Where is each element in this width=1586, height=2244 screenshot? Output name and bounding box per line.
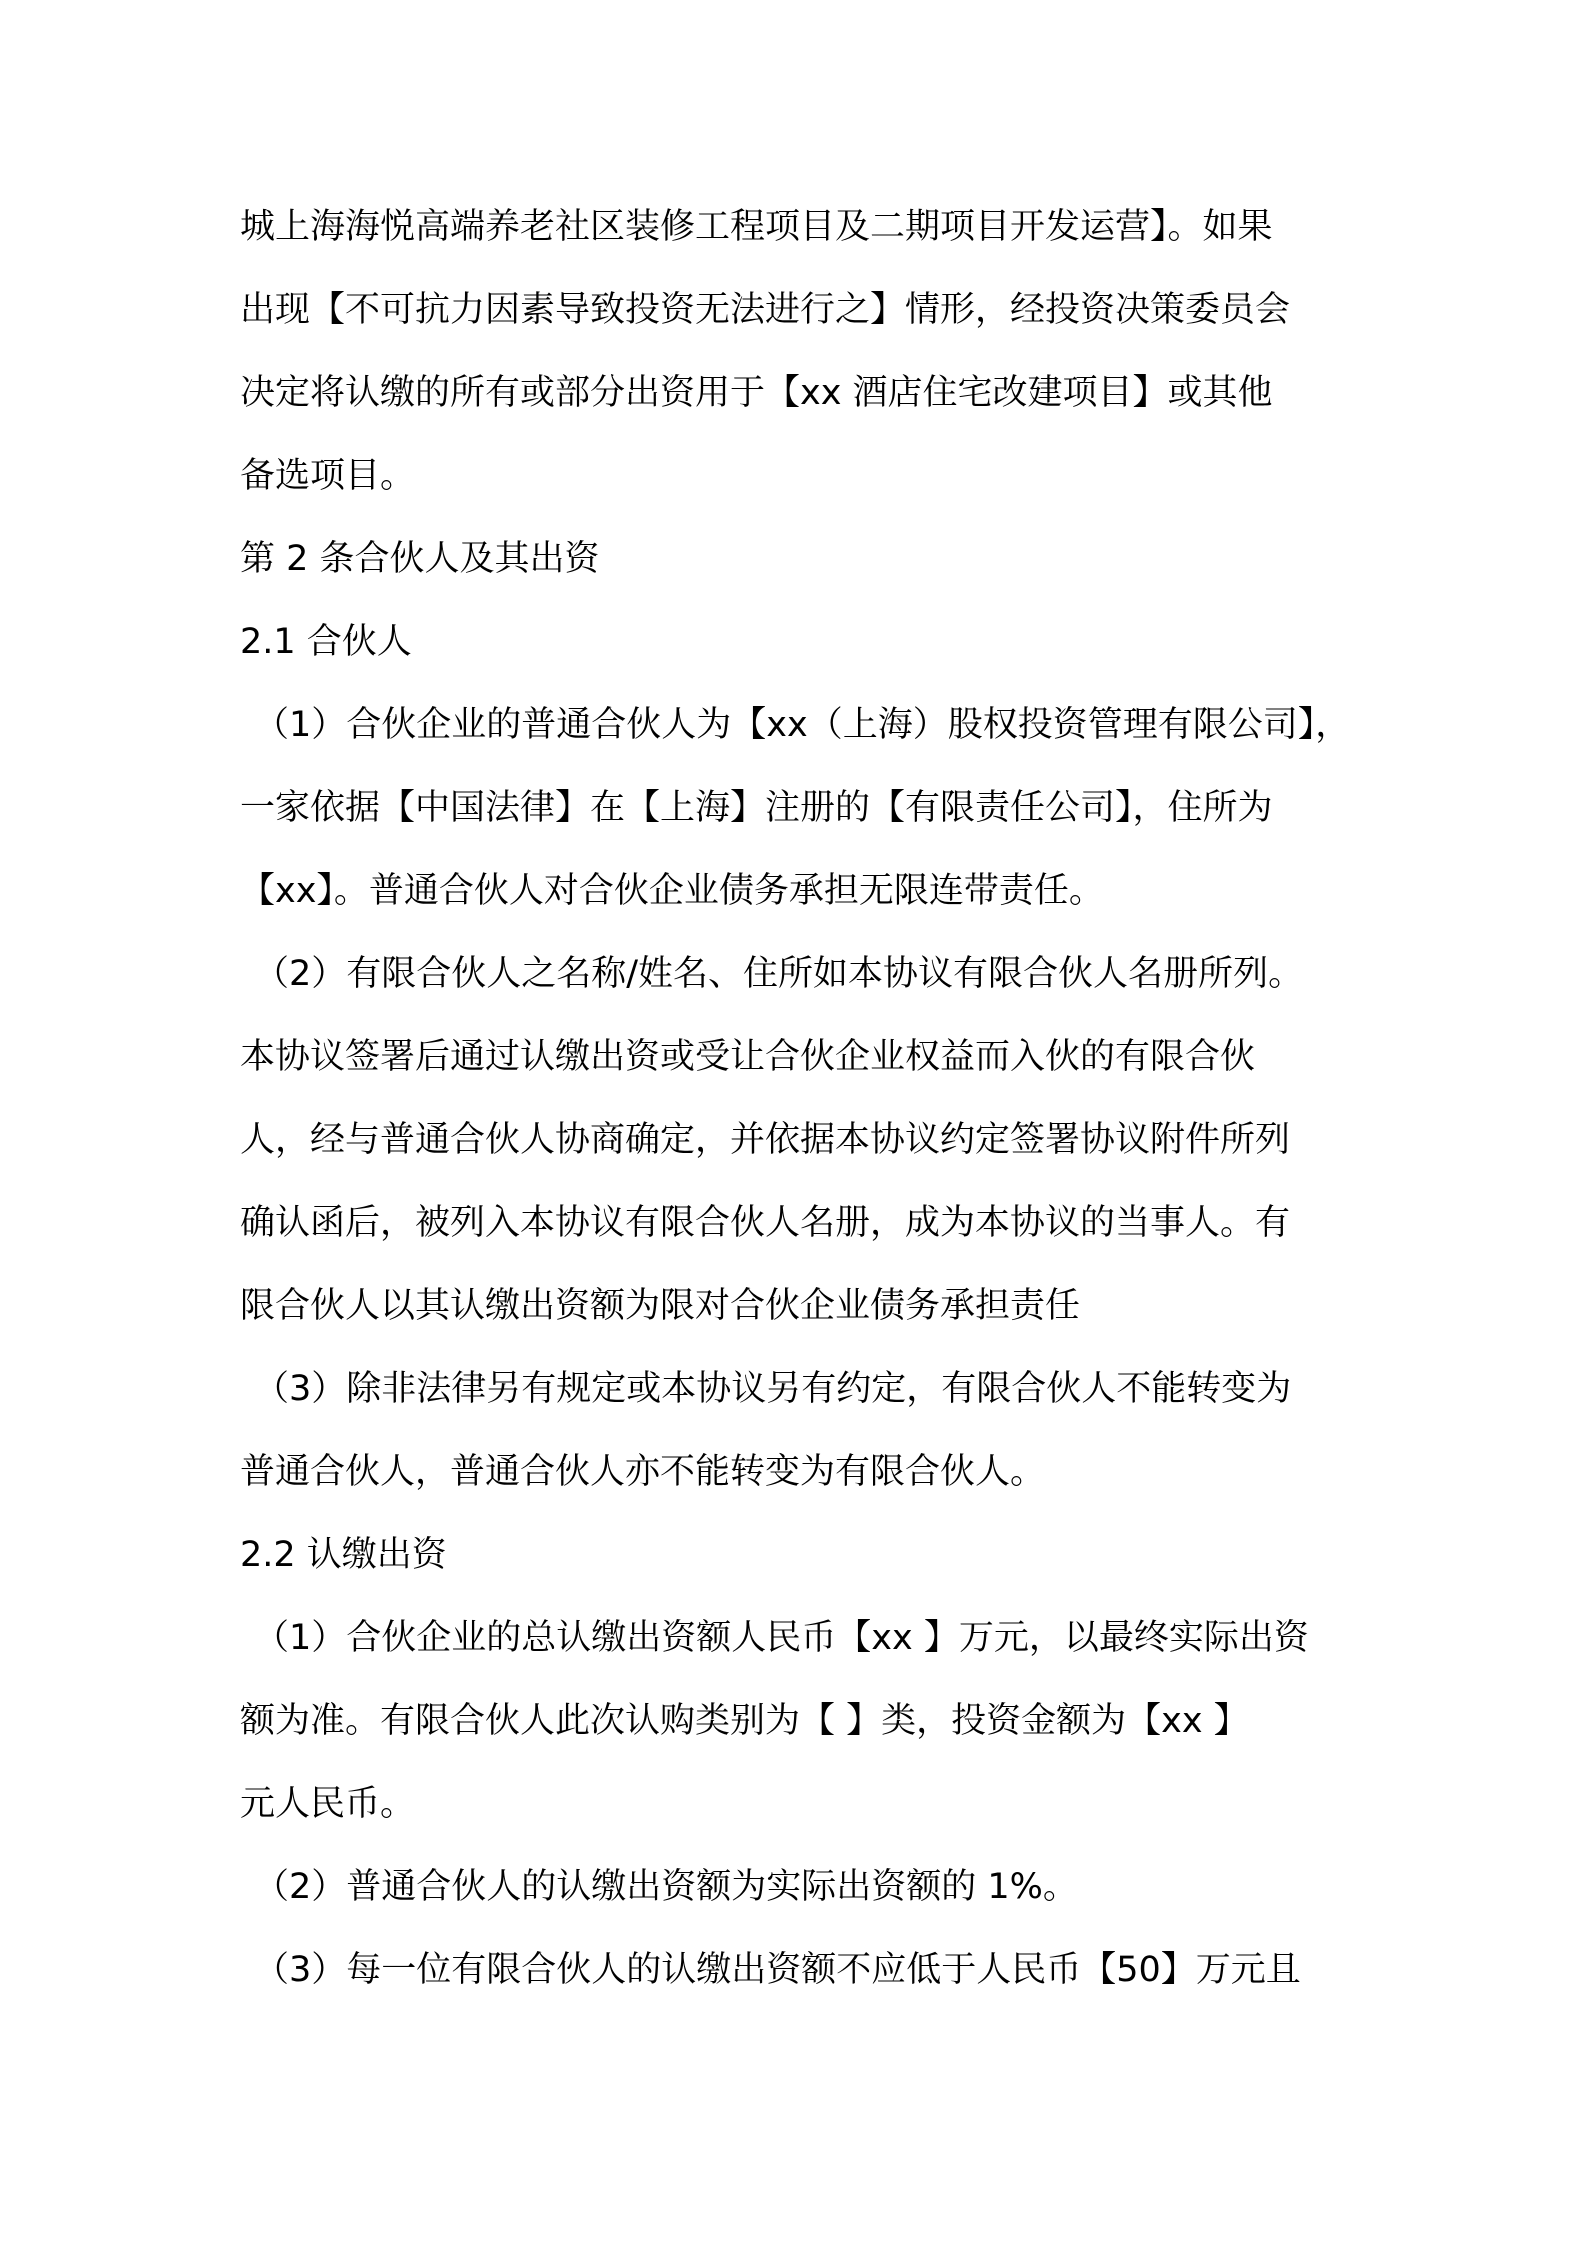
body-text-line: 额为准。有限合伙人此次认购类别为【 】类，投资金额为【xx 】 — [240, 1701, 1249, 1741]
body-text-line: 一家依据【中国法律】在【上海】注册的【有限责任公司】，住所为 — [240, 788, 1273, 828]
section-heading-2-2: 2.2 认缴出资 — [240, 1535, 447, 1575]
body-text-line: 人，经与普通合伙人协商确定，并依据本协议约定签署协议附件所列 — [240, 1120, 1291, 1160]
body-text-line: 本协议签署后通过认缴出资或受让合伙企业权益而入伙的有限合伙 — [240, 1037, 1256, 1077]
clause-text-line: （1）合伙企业的总认缴出资额人民币【xx 】万元，以最终实际出资 — [254, 1618, 1309, 1658]
clause-text-line: （2）普通合伙人的认缴出资额为实际出资额的 1%。 — [254, 1867, 1078, 1907]
body-text-line: 确认函后，被列入本协议有限合伙人名册，成为本协议的当事人。有 — [240, 1203, 1291, 1243]
body-text-line: 限合伙人以其认缴出资额为限对合伙企业债务承担责任 — [240, 1286, 1081, 1326]
body-text-line: 【xx】。普通合伙人对合伙企业债务承担无限连带责任。 — [240, 871, 1104, 911]
clause-text-line: （3）除非法律另有规定或本协议另有约定，有限合伙人不能转变为 — [254, 1369, 1292, 1409]
body-text-line: 普通合伙人，普通合伙人亦不能转变为有限合伙人。 — [240, 1452, 1046, 1492]
body-text-line: 元人民币。 — [240, 1784, 416, 1824]
body-text-line: 出现【不可抗力因素导致投资无法进行之】情形，经投资决策委员会 — [240, 290, 1291, 330]
clause-text-line: （3）每一位有限合伙人的认缴出资额不应低于人民币【50】万元且 — [254, 1950, 1301, 1990]
body-text-line: 城上海海悦高端养老社区装修工程项目及二期项目开发运营】。如果 — [240, 207, 1273, 247]
clause-text-line: （1）合伙企业的普通合伙人为【xx（上海）股权投资管理有限公司】， — [254, 705, 1351, 745]
body-text-line: 决定将认缴的所有或部分出资用于【xx 酒店住宅改建项目】或其他 — [240, 373, 1273, 413]
article-heading: 第 2 条合伙人及其出资 — [240, 539, 600, 579]
body-text-line: 备选项目。 — [240, 456, 416, 496]
clause-text-line: （2）有限合伙人之名称/姓名、住所如本协议有限合伙人名册所列。 — [254, 954, 1304, 994]
section-heading-2-1: 2.1 合伙人 — [240, 622, 412, 662]
